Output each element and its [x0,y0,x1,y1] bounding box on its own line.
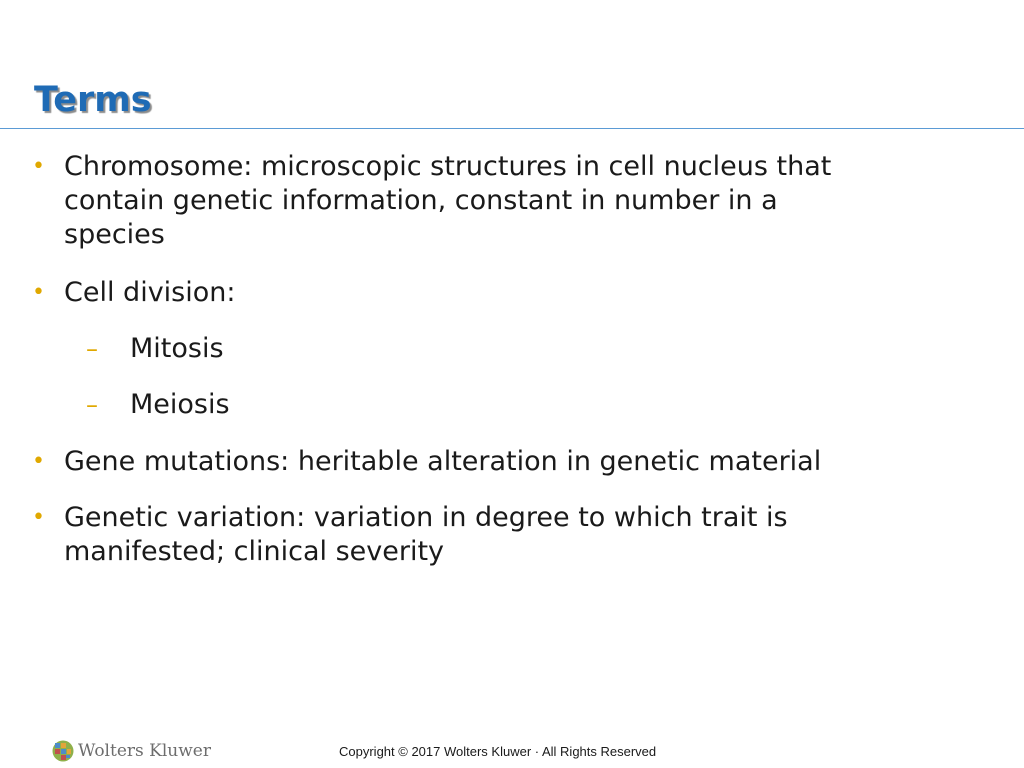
bullet-icon: • [32,449,45,474]
title-divider [0,128,1024,129]
slide-title: Terms [34,80,152,120]
bullet-text-line: Gene mutations: heritable alteration in genetic material [64,446,822,477]
bullet-text-line: manifested; clinical severity [64,536,445,567]
wolters-kluwer-logo [52,738,211,764]
bullet-icon: • [32,154,45,179]
copyright-notice: Copyright © 2017 Wolters Kluwer · All Rights Reserved [339,744,657,759]
logo-mosaic-icon [52,740,74,762]
dash-icon: – [86,335,98,363]
bullet-text-line: Genetic variation: variation in degree to which trait is [64,502,788,533]
dash-icon: – [86,391,98,419]
sub-item-mitosis: Mitosis [130,333,224,364]
bullet-text-line: Cell division: [64,277,236,308]
logo-text: Wolters Kluwer [78,741,211,761]
bullet-text-line: Chromosome: microscopic structures in cell nucleus that [64,151,832,182]
bullet-text-line: species [64,219,165,250]
bullet-icon: • [32,505,45,530]
sub-item-meiosis: Meiosis [130,389,230,420]
bullet-icon: • [32,280,45,305]
bullet-text-line: contain genetic information, constant in number in a [64,185,778,216]
